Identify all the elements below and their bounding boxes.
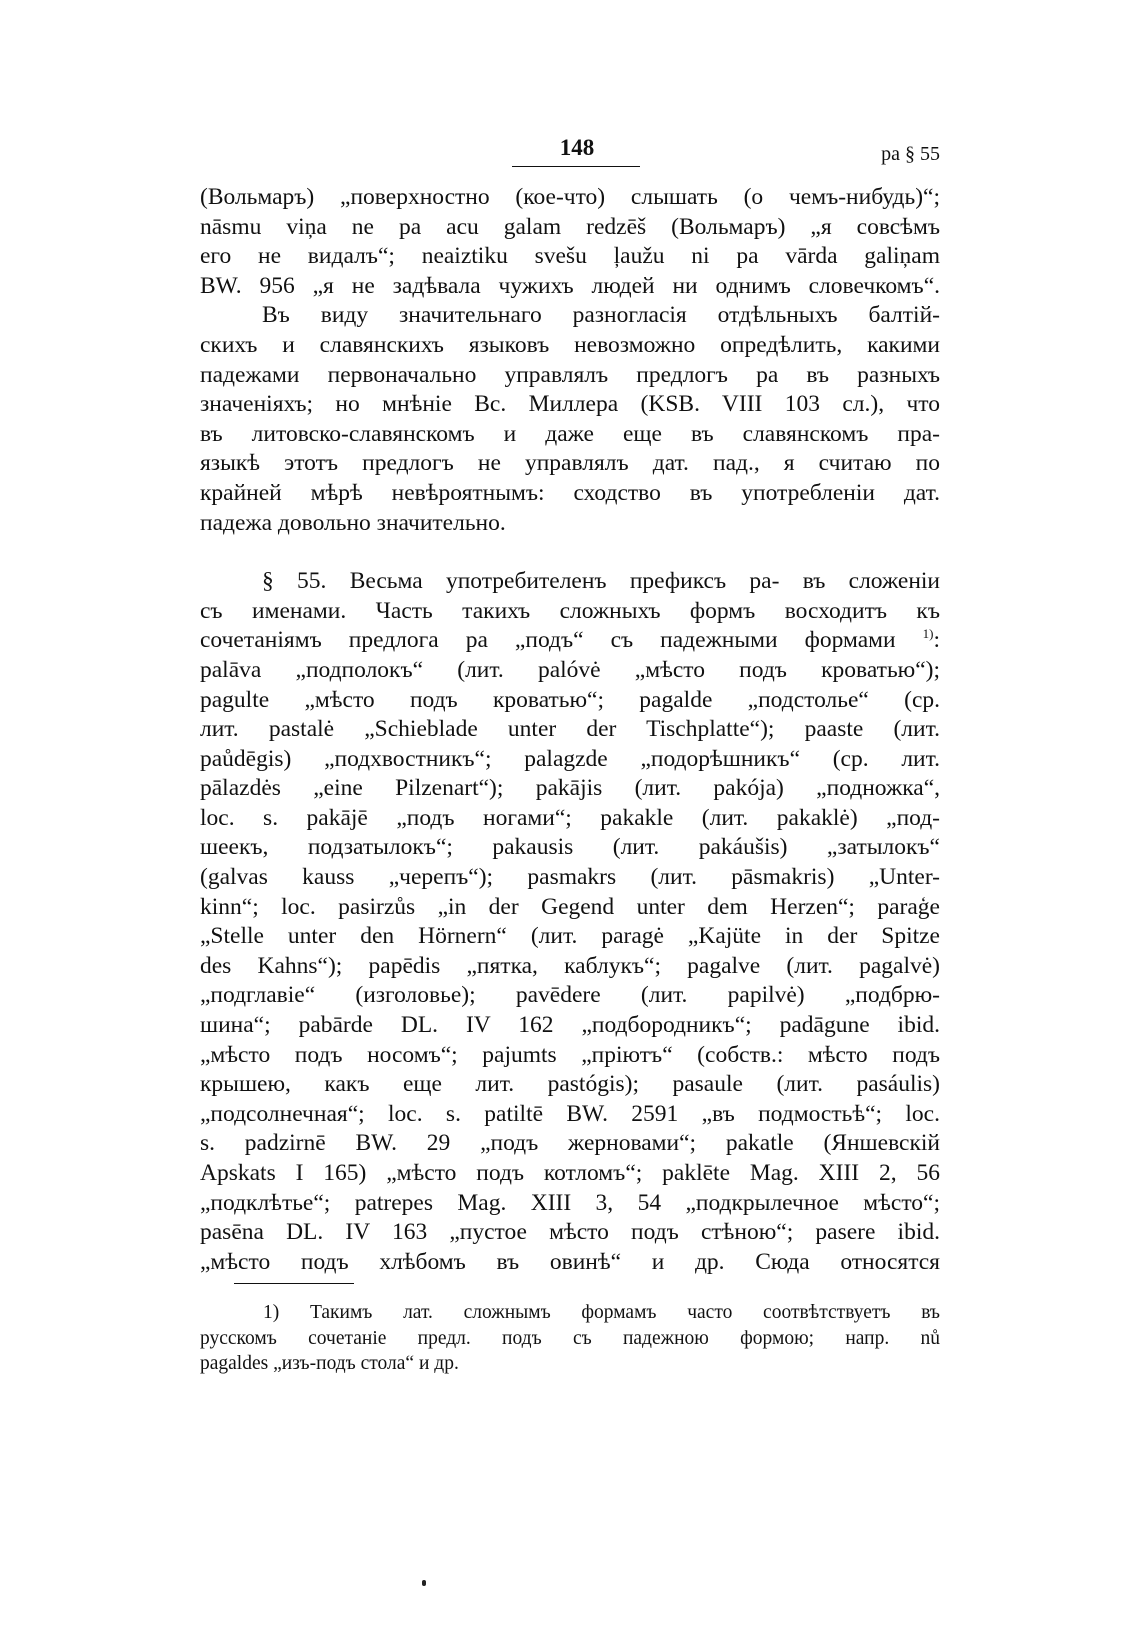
text-line: „мѣсто подъ носомъ“; pajumts „пріютъ“ (собств.: мѣсто подъ bbox=[200, 1041, 940, 1068]
text-line: шина“; pabārde DL. IV 162 „подбородникъ“; padāgune ibid. bbox=[200, 1012, 940, 1039]
text-line: „подклѣтье“; patrepes Mag. XIII 3, 54 „подкрылечное мѣсто“; bbox=[200, 1189, 940, 1216]
section-gap bbox=[200, 538, 940, 567]
text-line: „подглавіе“ (изголовье); pavēdere (лит. papilvė) „подбрю- bbox=[200, 982, 940, 1009]
page-header bbox=[200, 134, 940, 174]
page-number: 148 bbox=[559, 135, 595, 160]
text-line: „мѣсто подъ хлѣбомъ въ овинѣ“ и др. Сюда относятся bbox=[200, 1248, 940, 1275]
text-line: лит. pastalė „Schieblade unter der Tischplatte“); paaste (лит. bbox=[200, 716, 940, 743]
running-head: pa § 55 bbox=[881, 143, 940, 165]
footnote-line: 1) Такимъ лат. сложнымъ формамъ часто соотвѣтствуетъ въ bbox=[263, 1302, 940, 1323]
text-fragment: сочетаніямъ предлога pa „подъ“ съ падежными формами bbox=[200, 627, 896, 654]
text-line: съ именами. Часть такихъ сложныхъ формъ восходитъ къ bbox=[200, 597, 940, 624]
text-line: pālazdės „eine Pilzenart“); pakājis (лит. pakója) „подножка“, bbox=[200, 775, 940, 802]
section-heading-line: § 55. Весьма употребителенъ префиксъ pa- въ сложеніи bbox=[262, 568, 940, 595]
print-speck bbox=[422, 1580, 426, 1586]
text-line: падежа довольно значительно. bbox=[200, 509, 506, 536]
text-line: значеніяхъ; но мнѣніе Вс. Миллера (KSB. VIII 103 сл.), что bbox=[200, 391, 940, 418]
text-line: „подсолнечная“; loc. s. patiltē BW. 2591 „въ подмостьѣ“; loc. bbox=[200, 1100, 940, 1127]
footnotes bbox=[200, 1300, 940, 1377]
text-line: шеекъ, подзатылокъ“; pakausis (лит. pakáušis) „затылокъ“ bbox=[200, 834, 940, 861]
main-text bbox=[200, 183, 940, 1277]
text-line: „Stelle unter den Hörnern“ (лит. paragė „Kajüte in der Spitze bbox=[200, 923, 940, 950]
text-line-with-footnote: сочетаніямъ предлога pa „подъ“ съ падежными формами $^{1)}$: bbox=[200, 626, 940, 654]
footnote-line: pagaldes „изъ-подъ стола“ и др. bbox=[200, 1353, 459, 1374]
text-line: его не видалъ“; neaiztiku svešu ļaužu ni pa vārda galiņam bbox=[200, 243, 940, 270]
paragraph bbox=[200, 301, 940, 538]
paragraph bbox=[200, 183, 940, 301]
text-line: BW. 956 „я не задѣвала чужихъ людей ни однимъ словечкомъ“. bbox=[200, 272, 940, 299]
text-line: pagulte „мѣсто подъ кроватью“; pagalde „подстолье“ (ср. bbox=[200, 686, 940, 713]
paragraph-section-55 bbox=[200, 567, 940, 1277]
text-line: nāsmu viņa ne pa acu galam redzēš (Вольмаръ) „я совсѣмъ bbox=[200, 213, 940, 240]
text-line: (galvas kauss „черепъ“); pasmakrs (лит. pāsmakris) „Unter- bbox=[200, 864, 940, 891]
text-line: des Kahns“); papēdis „пятка, каблукъ“; pagalve (лит. pagalvė) bbox=[200, 952, 940, 979]
text-line: loc. s. pakājē „подъ ногами“; pakakle (лит. pakaklė) „под- bbox=[200, 804, 940, 831]
text-line: palāva „подполокъ“ (лит. palóvė „мѣсто подъ кроватью“); bbox=[200, 656, 940, 683]
text-line: крайней мѣрѣ невѣроятнымъ: сходство въ употребленіи дат. bbox=[200, 479, 940, 506]
footnote-line: русскомъ сочетаніе предл. подъ съ падежною формою; напр. nů bbox=[200, 1327, 940, 1349]
text-line: крышею, какъ еще лит. pastógis); pasaule (лит. pasáulis) bbox=[200, 1071, 940, 1098]
text-line: (Вольмаръ) „поверхностно (кое-что) слышать (о чемъ-нибудь)“; bbox=[200, 184, 940, 210]
text-line: скихъ и славянскихъ языковъ невозможно опредѣлить, какими bbox=[200, 331, 940, 358]
text-line: въ литовско-славянскомъ и даже еще въ славянскомъ пра- bbox=[200, 420, 940, 447]
text-line: языкѣ этотъ предлогъ не управлялъ дат. пад., я считаю по bbox=[200, 450, 940, 477]
text-line: pasēna DL. IV 163 „пустое мѣсто подъ стѣною“; pasere ibid. bbox=[200, 1219, 940, 1246]
footnote-separator bbox=[234, 1283, 354, 1284]
text-line: s. padzirnē BW. 29 „подъ жерновами“; pakatle (Яншевскій bbox=[200, 1130, 940, 1157]
footnote-marker: 1) bbox=[922, 626, 934, 642]
text-line: падежами первоначально управлялъ предлогъ pa въ разныхъ bbox=[200, 361, 940, 388]
text-line: Apskats I 165) „мѣсто подъ котломъ“; paklēte Mag. XIII 2, 56 bbox=[200, 1160, 940, 1186]
text-line: Въ виду значительнаго разногласія отдѣльныхъ балтій- bbox=[262, 302, 940, 329]
page-number-rule bbox=[512, 166, 640, 167]
text-line: kinn“; loc. pasirzůs „in der Gegend unter dem Herzen“; paraģe bbox=[200, 893, 940, 920]
text-line: paůdēgis) „подхвостникъ“; palagzde „подорѣшникъ“ (ср. лит. bbox=[200, 745, 940, 772]
